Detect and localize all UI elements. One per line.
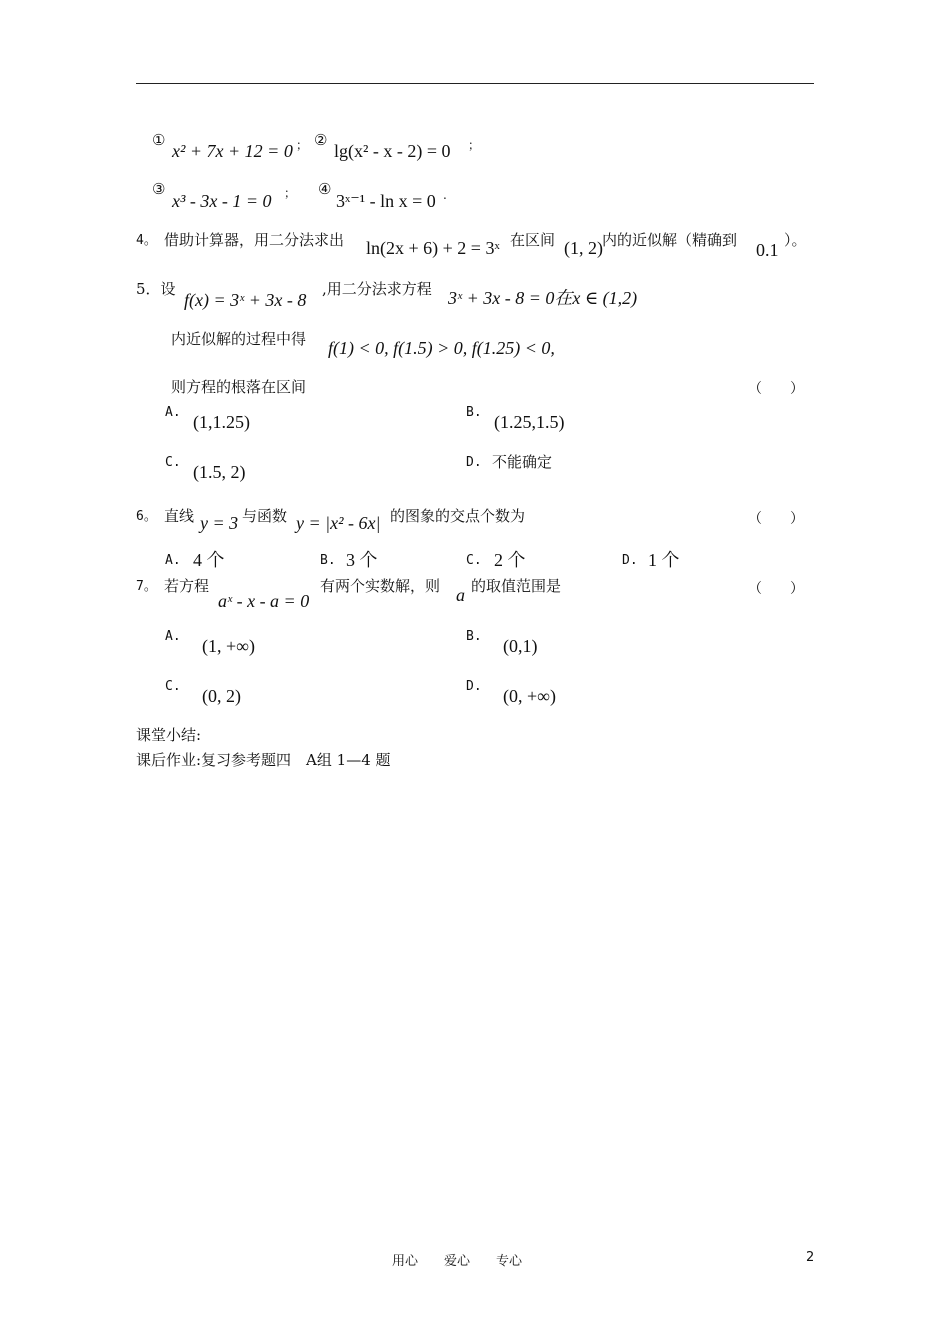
q7-equation: aˣ - x - a = 0	[218, 591, 310, 611]
separator-3: ；	[284, 186, 297, 200]
q6-option-d-label: D.	[622, 553, 638, 568]
q5-option-b-label: B.	[466, 405, 482, 420]
q5-text-1: ,用二分法求方程	[322, 280, 432, 298]
q7-option-d-label: D.	[466, 679, 482, 694]
q5-function: f(x) = 3ˣ + 3x - 8	[184, 290, 307, 310]
q6-option-b-label: B.	[320, 553, 336, 568]
q6-option-c: 2 个	[494, 550, 526, 570]
q4-number: 4。	[136, 233, 157, 248]
q7-text-1: 若方程	[164, 577, 210, 595]
q7-option-a-label: A.	[165, 629, 181, 644]
footer-motto: 用心 爱心 专心	[392, 1254, 523, 1269]
q5-option-a: (1,1.25)	[193, 412, 250, 432]
q7-number: 7。	[136, 579, 157, 594]
q5-option-d-label: D.	[466, 455, 482, 470]
equation-1: x² + 7x + 12 = 0	[172, 141, 293, 161]
q5-equation: 3ˣ + 3x - 8 = 0在x ∈ (1,2)	[448, 288, 638, 308]
q6-text-2: 与函数	[242, 507, 288, 525]
marker-2: ②	[314, 131, 328, 149]
page-number: 2	[806, 1250, 815, 1265]
q6-option-b: 3 个	[346, 550, 378, 570]
q5-line-2-text: 内近似解的过程中得	[171, 330, 307, 348]
q5-number: 5．设	[136, 280, 176, 298]
q6-option-a-label: A.	[165, 553, 181, 568]
q7-option-a: (1, +∞)	[202, 636, 255, 656]
q4-equation: ln(2x + 6) + 2 = 3ˣ	[366, 238, 500, 258]
q6-equation-1: y = 3	[200, 513, 239, 533]
q5-option-a-label: A.	[165, 405, 181, 420]
q6-option-d: 1 个	[648, 550, 680, 570]
q4-interval: (1, 2)	[564, 238, 603, 258]
q7-variable: a	[456, 585, 465, 605]
separator-4: .	[443, 188, 447, 202]
q6-option-c-label: C.	[466, 553, 482, 568]
q5-option-d: 不能确定	[492, 453, 553, 471]
q4-text-2: 在区间	[510, 231, 556, 249]
q6-answer-parentheses: （ ）	[748, 511, 804, 527]
equation-2: lg(x² - x - 2) = 0	[334, 141, 451, 161]
equation-3: x³ - 3x - 1 = 0	[172, 191, 272, 211]
marker-4: ④	[318, 180, 332, 198]
q4-text-3: 内的近似解（精确到	[602, 231, 738, 249]
q4-precision: 0.1	[756, 240, 779, 260]
q6-number: 6。	[136, 509, 157, 524]
header-rule	[136, 83, 814, 84]
q6-text-1: 直线	[164, 507, 195, 525]
q7-text-3: 的取值范围是	[471, 577, 562, 595]
q7-text-2: 有两个实数解，则	[320, 577, 441, 595]
q5-line-2-values: f(1) < 0, f(1.5) > 0, f(1.25) < 0,	[328, 338, 555, 358]
q6-text-3: 的图象的交点个数为	[390, 507, 526, 525]
separator-1: ；	[296, 138, 309, 152]
q5-line-3: 则方程的根落在区间	[171, 378, 307, 396]
class-summary: 课堂小结:	[136, 726, 202, 744]
q4-text-1: 借助计算器，用二分法求出	[164, 231, 345, 249]
q7-option-b: (0,1)	[503, 636, 538, 656]
q6-equation-2: y = |x² - 6x|	[296, 513, 381, 533]
homework: 课后作业:复习参考题四 A组 1—4 题	[136, 751, 391, 769]
q5-option-c: (1.5, 2)	[193, 462, 246, 482]
q5-option-c-label: C.	[165, 455, 181, 470]
q6-option-a: 4 个	[193, 550, 225, 570]
separator-2: ；	[468, 138, 481, 152]
q4-text-4: ）。	[784, 231, 807, 249]
q7-option-c: (0, 2)	[202, 686, 241, 706]
equation-4: 3ˣ⁻¹ - ln x = 0	[336, 191, 436, 211]
q7-option-b-label: B.	[466, 629, 482, 644]
marker-1: ①	[152, 131, 166, 149]
marker-3: ③	[152, 180, 166, 198]
q5-option-b: (1.25,1.5)	[494, 412, 565, 432]
q5-answer-parentheses: （ ）	[748, 381, 804, 397]
q7-option-c-label: C.	[165, 679, 181, 694]
q7-option-d: (0, +∞)	[503, 686, 556, 706]
q7-answer-parentheses: （ ）	[748, 581, 804, 597]
